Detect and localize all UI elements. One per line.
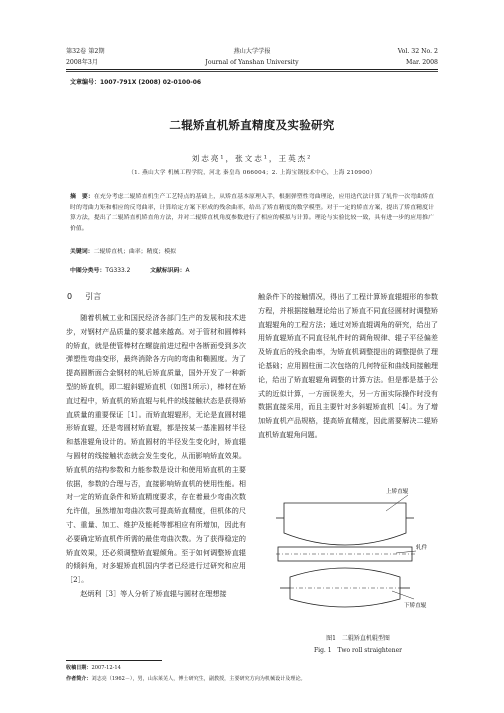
author-bio-text: 刘志亮（1962－），男，山东莱芜人，博士研究生，副教授，主要研究方向为机械设计及理论。 — [91, 676, 306, 682]
clc-value: TG333.2 — [105, 268, 131, 274]
author-bio — [66, 675, 306, 682]
body-paragraph: 随着机械工业和国民经济各部门生产的发展和技术进步，对钢材产品质量的要求越来越高。对于管材和圆棒料的矫直，就是使管棒材在螺旋前进过程中各断面受到多次弹塑性弯曲变形，最终消除各方向的弯曲和椭圆度。为了提高圆断面合金钢材的轧后矫直质量，国外开发了一种新型的矫直机，即二辊斜辊矫直机（如图1所示），棒材在矫直过程中，矫直机的矫直辊与轧件的线接触状态是获得矫直质量的重要保证［1］。而矫直辊辊形，无论是直圆材辊形矫直辊，还是弯圆材矫直辊，都是按某一基准圆材半径和基准辊角设计的。矫直圆材的半径发生变化时，矫直辊与圆材的线接触状态就会发生变化，从而影响矫直效果。矫直机的结构参数和力能参数是设计和使用矫直机的主要依据，参数的合理与否，直接影响矫直机的使用性能。相对一定的矫直条件和矫直精度要求，存在着最少弯曲次数允许值，虽然增加弯曲次数可提高矫直精度，但机体的尺寸、重量、加工、维护及能耗等都相应有所增加，因此有必要确定矫直机件所需的最佳弯曲次数。为了获得稳定的矫直效果，还必须调整矫直辊倾角。至于如何调整矫直辊的倾斜角，对多辊矫直机国内学者已经进行过研究和应用［2］。 — [66, 313, 246, 585]
upper-roll-shape — [284, 503, 406, 545]
body-paragraph: 赵炳利［3］等人分析了矫直辊与圆材在理想接 — [80, 588, 227, 598]
label-workpiece: 轧件 — [416, 545, 428, 551]
header-date-en: Mar. 2008 — [406, 59, 438, 66]
header-date: 2008年3月 — [66, 59, 99, 66]
abstract-text: 在充分考虑二辊矫直机生产工艺特点的基础上，从矫直基本原理入手，根据弹塑性弯曲理论，应用迭代法计算了轧件一次弯曲矫直时的弯曲力矩和相应的反弯曲率，计算给定方案下形成的残余曲率，给出了矫直精度的数学模型。对于一定的矫直方案，提出了矫直精度计算方法，提出了二辊矫直机矫直角方法，并对二辊矫直机角度参数进行了相应的模拟与计算。理论与实验比较一致，具有进一步的应用推广价值。 — [70, 194, 435, 232]
clc-label: 中图分类号： — [70, 268, 106, 274]
article-number: 文章编号：1007-791X (2008) 02-0100-06 — [70, 79, 202, 86]
section-title: 引言 — [85, 292, 102, 301]
abstract-label: 摘 要： — [70, 194, 94, 200]
author-list: 刘志亮¹，张文志¹，王英杰² — [191, 154, 313, 163]
received-value: 2007-12-14 — [91, 665, 121, 671]
author-bio-label: 作者简介： — [66, 676, 92, 682]
body-right-column — [258, 290, 438, 442]
roll-diagram-figure — [276, 487, 434, 627]
classification — [70, 265, 434, 274]
figure-caption-en: Fig. 1 Two roll straightener — [313, 647, 403, 654]
doc-code-label: 文献标识码： — [150, 268, 186, 274]
footnote-rule — [66, 660, 162, 661]
received-label: 收稿日期： — [66, 665, 92, 671]
label-upper-roll: 上矫直辊 — [386, 489, 409, 495]
body-left-column — [66, 311, 246, 601]
section-heading — [67, 291, 101, 302]
header-rule — [66, 69, 438, 70]
header-volume: 第32卷 第2期 — [66, 48, 105, 55]
abstract — [70, 192, 434, 234]
figure-caption-cn: 图1 二辊矫直机辊型图 — [326, 635, 390, 642]
header-rule-thin — [66, 71, 438, 72]
section-number: 0 — [67, 292, 73, 301]
header-volume-en: Vol. 32 No. 2 — [397, 48, 438, 55]
label-lower-roll: 下矫直辊 — [404, 603, 427, 609]
received-date — [66, 664, 121, 671]
paper-title: 二辊矫直机矫直精度及实验研究 — [169, 118, 335, 132]
affiliation: （1. 燕山大学 机械工程学院，河北 秦皇岛 066004；2. 上海宝钢技术中心，上海 210900） — [128, 170, 376, 176]
keywords-text: 二辊矫直机；曲率；精度；模拟 — [93, 249, 177, 255]
keywords-label: 关键词： — [70, 249, 94, 255]
journal-name-cn: 燕山大学学报 — [233, 48, 271, 55]
body-paragraph: 触条件下的接触情况，得出了工程计算矫直辊辊形的参数方程，并根据接触理论给出了矫直不同直径圆材时调整矫直辊辊角的工程方法；通过对矫直辊调角的研究，给出了用矫直辊矫直不同直径轧件时的调角规律、辊子平径偏差及矫直后的残余曲率，为矫直机调整提出的调整提供了理论基础；应用圆柱面二次包络的几何特征和曲线间接触理论，给出了矫直辊辊角调整的计算方法。但是都是基于公式的近似计算，一方面误差大，另一方面实际操作时没有数据直接采用，而且主要针对多斜辊矫直机［4］。为了增加矫直机产品规格，提高矫直精度，因此需要解决二辊矫直机矫直辊角问题。 — [258, 292, 438, 439]
keywords — [70, 246, 434, 255]
doc-code-value: A — [185, 268, 190, 274]
journal-name-en: Journal of Yanshan University — [205, 59, 299, 66]
lower-roll-shape — [290, 568, 400, 607]
